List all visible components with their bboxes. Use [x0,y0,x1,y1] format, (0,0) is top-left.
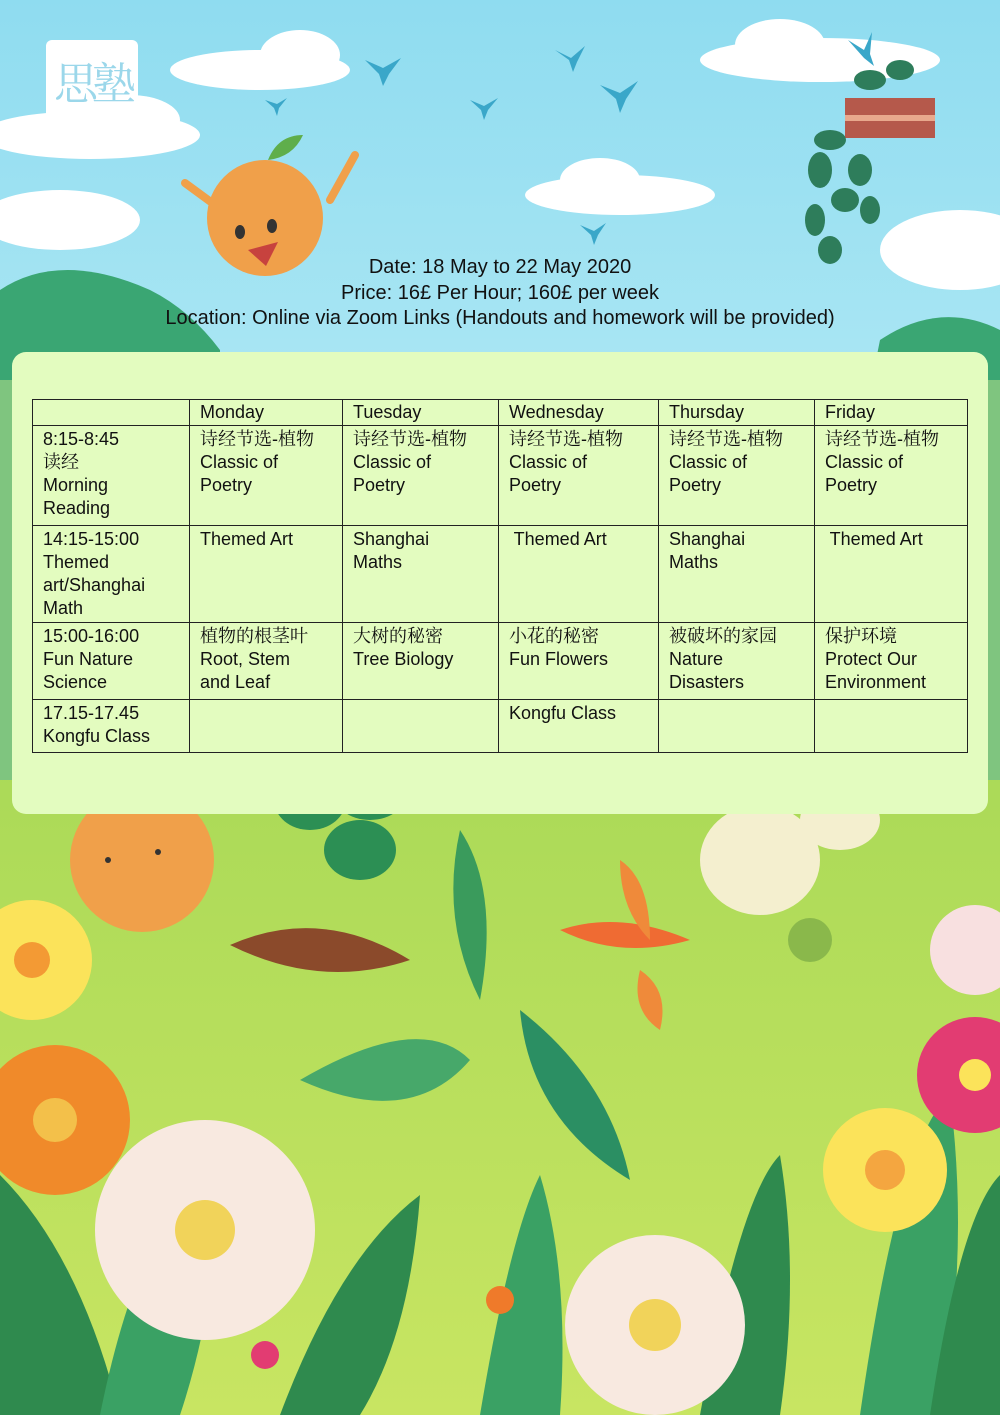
class-cell-line: Fun Flowers [509,649,609,669]
time-slot-line: art/Shanghai [43,575,146,595]
class-cell [343,526,499,623]
schedule-table [32,399,968,753]
class-cell-line: 诗经节选-植物 [669,429,783,449]
header-wednesday: Wednesday [499,400,659,426]
class-cell-line: 大树的秘密 [353,626,443,646]
time-slot-line: 15:00-16:00 [43,626,140,646]
class-cell-line: Tree Biology [353,649,454,669]
class-cell-line: Classic of [509,452,588,472]
class-cell-line: Nature [669,649,724,669]
price-text: Price: 16£ Per Hour; 160£ per week [341,282,659,304]
logo [46,40,138,126]
class-cell-line: Themed Art [200,529,294,549]
time-slot-line: Kongfu Class [43,726,151,746]
time-slot-line: Themed [43,552,110,572]
time-slot-line: Math [43,598,84,618]
time-slot-line: 8:15-8:45 [43,429,120,449]
class-cell [659,623,815,700]
table-row [33,526,968,623]
class-cell [343,426,499,526]
class-cell-line: 诗经节选-植物 [509,429,623,449]
location-text: Location: Online via Zoom Links (Handouts and homework will be provided) [165,307,835,329]
time-slot-line: 17.15-17.45 [43,703,140,723]
class-cell-line: Poetry [825,475,878,495]
logo-text: 思塾 [54,59,130,110]
class-cell [190,700,343,753]
class-cell [815,623,968,700]
time-slot-line: Science [43,672,108,692]
class-cell-line: Themed Art [825,529,923,549]
time-slot-line: Fun Nature [43,649,134,669]
header-friday: Friday [815,400,968,426]
class-cell-line: Root, Stem [200,649,291,669]
class-cell [499,426,659,526]
header-monday: Monday [190,400,343,426]
class-cell-line: Maths [669,552,719,572]
class-cell-line: 诗经节选-植物 [353,429,467,449]
header-time [33,400,190,426]
class-cell-line: Protect Our [825,649,918,669]
table-row [33,623,968,700]
table-row [33,426,968,526]
class-cell [343,700,499,753]
class-cell-line: 被破坏的家园 [669,626,777,646]
class-cell-line: Environment [825,672,927,692]
class-cell [815,700,968,753]
class-cell-line: Classic of [669,452,748,472]
class-cell-line: Themed Art [509,529,607,549]
class-cell-line: 小花的秘密 [509,626,599,646]
class-cell [815,526,968,623]
class-cell-line: 保护环境 [825,626,897,646]
class-cell [499,623,659,700]
header-tuesday: Tuesday [343,400,499,426]
class-cell-line: Shanghai [353,529,430,549]
class-cell-line: Kongfu Class [509,703,617,723]
class-cell [659,426,815,526]
time-slot-line: Morning [43,475,109,495]
time-slot-line: Reading [43,498,111,518]
class-cell [190,426,343,526]
class-cell-line: Disasters [669,672,745,692]
class-cell-line: Classic of [825,452,904,472]
class-cell-line: Maths [353,552,403,572]
class-cell [190,526,343,623]
class-cell-line: 诗经节选-植物 [200,429,314,449]
time-slot-line: 14:15-15:00 [43,529,140,549]
date-text: Date: 18 May to 22 May 2020 [368,256,632,278]
table-header-row [33,400,968,426]
class-cell-line: 诗经节选-植物 [825,429,939,449]
time-slot-cell [33,623,190,700]
class-cell-line: Poetry [669,475,722,495]
class-cell [343,623,499,700]
class-cell-line: Poetry [353,475,406,495]
time-slot-cell [33,700,190,753]
time-slot-line: 读经 [43,452,79,472]
class-cell [815,426,968,526]
class-cell-line: 植物的根茎叶 [200,626,308,646]
class-cell [190,623,343,700]
class-cell-line: Poetry [200,475,253,495]
time-slot-cell [33,526,190,623]
class-cell [499,700,659,753]
class-cell-line: Poetry [509,475,562,495]
class-cell [499,526,659,623]
class-cell-line: Classic of [200,452,279,472]
class-cell [659,526,815,623]
class-cell-line: and Leaf [200,672,271,692]
class-cell-line: Shanghai [669,529,746,549]
time-slot-cell [33,426,190,526]
header-thursday: Thursday [659,400,815,426]
table-row [33,700,968,753]
class-cell-line: Classic of [353,452,432,472]
class-cell [659,700,815,753]
